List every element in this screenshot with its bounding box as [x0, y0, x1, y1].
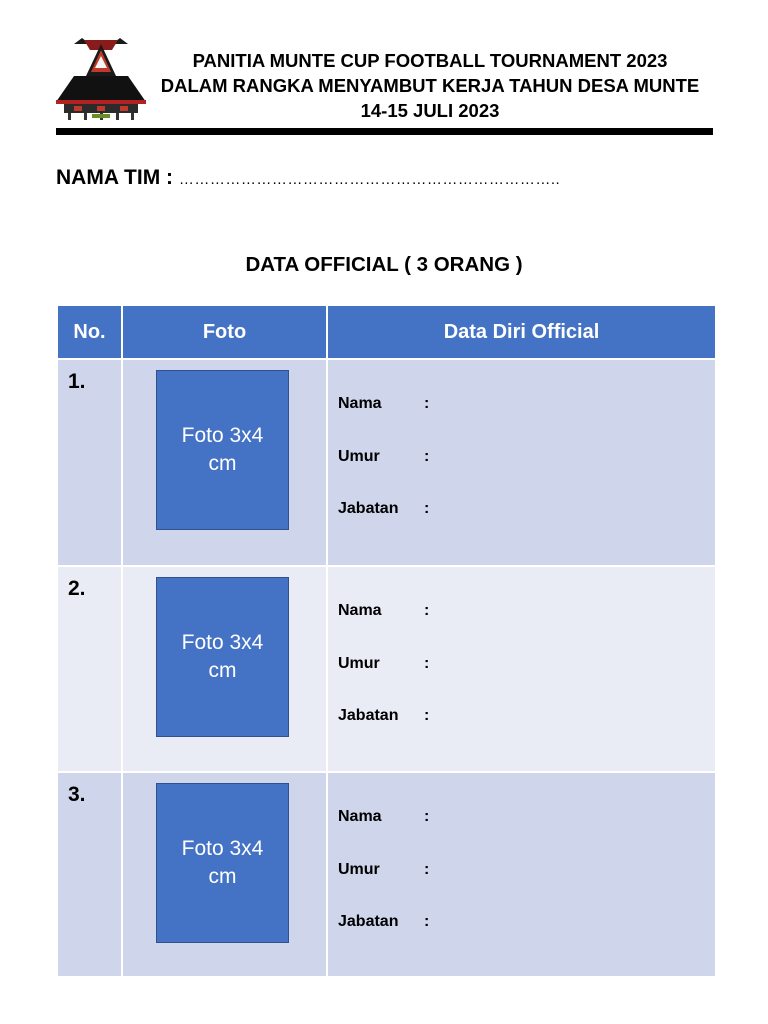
section-title: DATA OFFICIAL ( 3 ORANG ) — [245, 253, 523, 276]
name-label: Nama — [338, 808, 382, 825]
header-photo: Foto — [122, 305, 327, 359]
official-data-table — [56, 304, 717, 978]
letterhead — [148, 48, 712, 123]
age-label: Umur — [338, 860, 380, 878]
team-name-blank[interactable]: ……………………………………………………………….. — [178, 171, 561, 188]
photo-placeholder[interactable]: Foto 3x4 cm — [156, 577, 289, 737]
header-no: No. — [57, 305, 122, 359]
photo-placeholder[interactable]: Foto 3x4 cm — [156, 783, 289, 943]
official-info-cell — [327, 359, 716, 566]
position-label: Jabatan — [338, 913, 399, 930]
colon: : — [424, 500, 430, 517]
photo-cell — [122, 566, 327, 772]
colon: : — [424, 707, 430, 724]
header-official-data: Data Diri Official — [327, 305, 716, 359]
name-label: Nama — [338, 602, 382, 619]
position-field[interactable] — [338, 500, 715, 553]
photo-cell — [122, 359, 327, 566]
name-field[interactable] — [338, 395, 715, 448]
name-field[interactable] — [338, 808, 715, 861]
position-field[interactable] — [338, 707, 715, 760]
table-row — [57, 772, 716, 977]
name-field[interactable] — [338, 602, 715, 655]
colon: : — [424, 395, 430, 412]
table-row — [57, 566, 716, 772]
colon: : — [424, 447, 430, 465]
age-field[interactable] — [338, 861, 715, 914]
age-label: Umur — [338, 654, 380, 672]
position-label: Jabatan — [338, 500, 399, 517]
name-label: Nama — [338, 395, 382, 412]
position-field[interactable] — [338, 913, 715, 966]
letterhead-line-1: PANITIA MUNTE CUP FOOTBALL TOURNAMENT 2023 — [192, 50, 668, 71]
team-name-field[interactable] — [56, 166, 560, 190]
colon: : — [424, 602, 430, 619]
row-number: 3. — [57, 772, 122, 977]
row-number: 2. — [57, 566, 122, 772]
age-label: Umur — [338, 447, 380, 465]
colon: : — [424, 860, 430, 878]
position-label: Jabatan — [338, 707, 399, 724]
photo-cell — [122, 772, 327, 977]
age-field[interactable] — [338, 448, 715, 501]
header-divider — [56, 128, 713, 135]
colon: : — [424, 913, 430, 930]
letterhead-line-2: DALAM RANGKA MENYAMBUT KERJA TAHUN DESA MUNTE — [160, 75, 700, 96]
letterhead-line-3: 14-15 JULI 2023 — [360, 100, 500, 121]
age-field[interactable] — [338, 655, 715, 708]
table-row — [57, 359, 716, 566]
colon: : — [424, 808, 430, 825]
batak-house-logo-icon — [54, 34, 148, 120]
colon: : — [424, 654, 430, 672]
table-header-row — [57, 305, 716, 359]
row-number: 1. — [57, 359, 122, 566]
official-info-cell — [327, 566, 716, 772]
team-name-label: NAMA TIM : — [56, 166, 174, 189]
photo-placeholder[interactable]: Foto 3x4 cm — [156, 370, 289, 530]
official-info-cell — [327, 772, 716, 977]
